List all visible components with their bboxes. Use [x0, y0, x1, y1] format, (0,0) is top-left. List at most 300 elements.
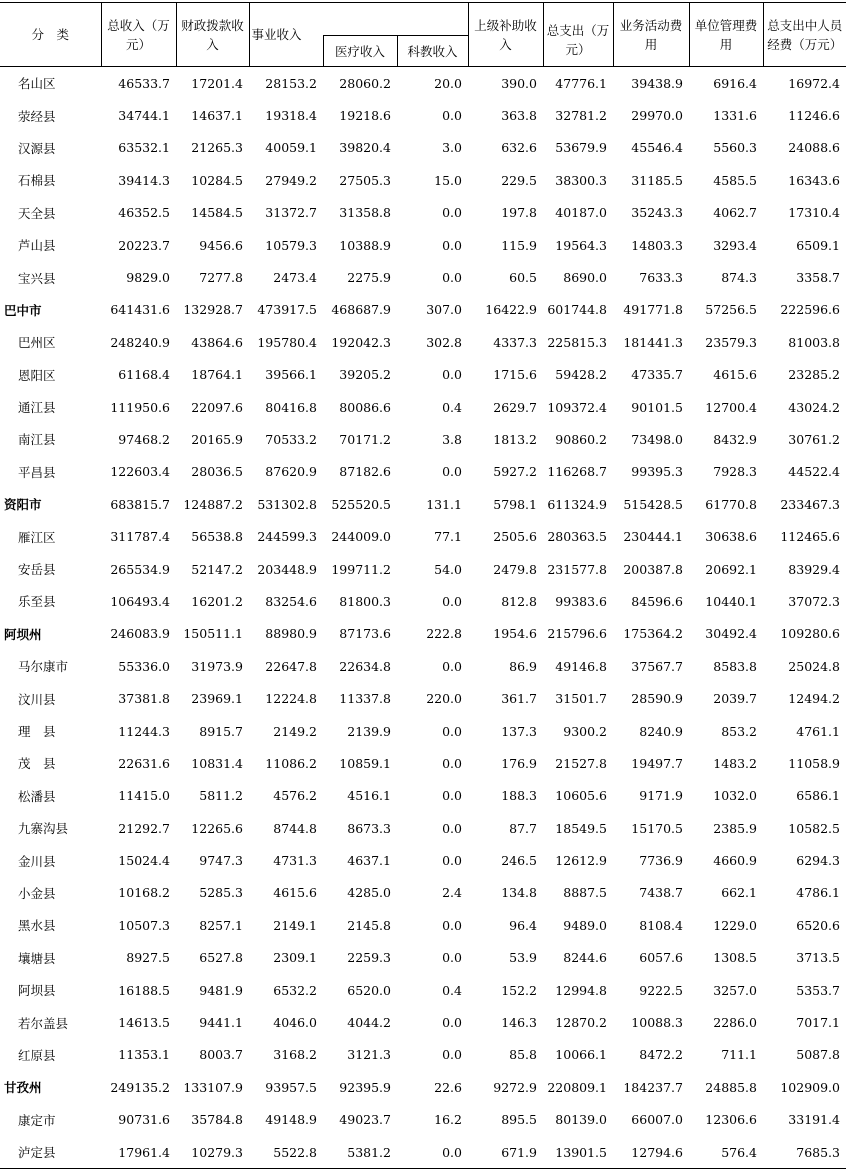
cell-value: 7685.3 [763, 1136, 846, 1169]
cell-value: 3293.4 [713, 237, 757, 253]
cell-value: 233467.3 [780, 496, 840, 512]
header-total-expense: 总支出（万元） [543, 3, 613, 67]
cell-value: 5811.2 [199, 788, 243, 804]
cell-value: 57256.5 [705, 302, 757, 318]
row-name: 通江县 [18, 400, 56, 416]
cell-value: 87.7 [509, 820, 537, 836]
cell-value: 531302.8 [257, 496, 317, 512]
header-fiscal: 财政拨款收入 [176, 3, 249, 67]
row-name: 红原县 [18, 1047, 56, 1063]
cell-value: 47335.7 [631, 367, 683, 383]
cell-value: 307.0 [426, 302, 462, 318]
cell-value: 10440.1 [705, 593, 757, 609]
cell-value: 12870.2 [555, 1015, 607, 1031]
cell-value: 222596.6 [780, 302, 840, 318]
cell-value: 16188.5 [118, 982, 170, 998]
row-name: 松潘县 [18, 788, 56, 804]
cell-value: 55336.0 [118, 658, 170, 674]
cell-value: 31501.7 [555, 691, 607, 707]
cell-value: 20.0 [434, 75, 462, 91]
table-row-city [0, 1071, 846, 1103]
cell-value: 80139.0 [555, 1112, 607, 1128]
cell-value: 19318.4 [265, 108, 317, 124]
cell-value: 87620.9 [265, 464, 317, 480]
cell-value: 2473.4 [273, 270, 317, 286]
cell-value: 8690.0 [563, 270, 607, 286]
cell-value: 18549.5 [555, 820, 607, 836]
cell-value: 231577.8 [547, 561, 607, 577]
table-row [0, 682, 846, 714]
cell-value: 5560.3 [713, 140, 757, 156]
table-row [0, 456, 846, 488]
table-row [0, 553, 846, 585]
row-name: 康定市 [18, 1112, 56, 1128]
cell-value: 184237.7 [623, 1079, 683, 1095]
cell-value: 9272.9 [493, 1079, 537, 1095]
cell-value: 19218.6 [339, 108, 391, 124]
cell-value: 33191.4 [788, 1112, 840, 1128]
table-row [0, 715, 846, 747]
cell-value: 19564.3 [555, 237, 607, 253]
cell-value: 92395.9 [339, 1079, 391, 1095]
cell-value: 0.0 [442, 723, 462, 739]
cell-value: 4660.9 [713, 853, 757, 869]
cell-value: 195780.4 [257, 334, 317, 350]
row-name: 巴州区 [18, 335, 56, 351]
cell-value: 192042.3 [331, 334, 391, 350]
cell-value: 22.6 [434, 1079, 462, 1095]
cell-value: 3713.5 [796, 950, 840, 966]
table-row [0, 520, 846, 552]
cell-value: 3.0 [442, 140, 462, 156]
cell-value: 2145.8 [347, 917, 391, 933]
cell-value: 8583.8 [713, 658, 757, 674]
cell-value: 6057.6 [639, 950, 683, 966]
cell-value: 109372.4 [547, 399, 607, 415]
cell-value: 49148.9 [265, 1112, 317, 1128]
cell-value: 2479.8 [493, 561, 537, 577]
cell-value: 5798.1 [493, 496, 537, 512]
row-name: 小金县 [18, 885, 56, 901]
cell-value: 17310.4 [788, 205, 840, 221]
cell-value: 22634.8 [339, 658, 391, 674]
cell-value: 8240.9 [639, 723, 683, 739]
cell-value: 225815.3 [547, 334, 607, 350]
cell-value: 473917.5 [257, 302, 317, 318]
row-name: 阿坝县 [18, 983, 56, 999]
cell-value: 3257.0 [713, 982, 757, 998]
cell-value: 122603.4 [110, 464, 170, 480]
row-name: 天全县 [18, 205, 56, 221]
cell-value: 9456.6 [199, 237, 243, 253]
cell-value: 3.8 [442, 431, 462, 447]
cell-value: 0.0 [397, 1136, 468, 1169]
cell-value: 90731.6 [118, 1112, 170, 1128]
row-name: 雁江区 [18, 529, 56, 545]
cell-value: 9171.9 [639, 788, 683, 804]
row-name: 平昌县 [18, 464, 56, 480]
cell-value: 0.0 [442, 755, 462, 771]
table-row [0, 877, 846, 909]
cell-value: 1954.6 [493, 626, 537, 642]
cell-value: 23579.3 [705, 334, 757, 350]
cell-value: 28590.9 [631, 691, 683, 707]
cell-value: 2275.9 [347, 270, 391, 286]
cell-value: 80086.6 [339, 399, 391, 415]
cell-value: 10859.1 [339, 755, 391, 771]
cell-value: 43864.6 [191, 334, 243, 350]
cell-value: 246083.9 [110, 626, 170, 642]
cell-value: 302.8 [426, 334, 462, 350]
cell-value: 23969.1 [191, 691, 243, 707]
table-row [0, 1104, 846, 1136]
cell-value: 38300.3 [555, 172, 607, 188]
cell-value: 0.0 [442, 237, 462, 253]
cell-value: 176.9 [501, 755, 537, 771]
table-row [0, 132, 846, 164]
cell-value: 8472.2 [639, 1047, 683, 1063]
cell-value: 197.8 [501, 205, 537, 221]
cell-value: 131.1 [426, 496, 462, 512]
row-name: 阿坝州 [4, 626, 42, 642]
cell-value: 25024.8 [788, 658, 840, 674]
cell-value: 39820.4 [339, 140, 391, 156]
cell-value: 22631.6 [118, 755, 170, 771]
cell-value: 683815.7 [110, 496, 170, 512]
cell-value: 19497.7 [631, 755, 683, 771]
cell-value: 11353.1 [118, 1047, 170, 1063]
cell-value: 10066.1 [555, 1047, 607, 1063]
cell-value: 9747.3 [199, 853, 243, 869]
cell-value: 0.0 [442, 1047, 462, 1063]
row-name: 石棉县 [18, 173, 56, 189]
cell-value: 525520.5 [331, 496, 391, 512]
cell-value: 11244.3 [118, 723, 170, 739]
cell-value: 181441.3 [623, 334, 683, 350]
cell-value: 7736.9 [639, 853, 683, 869]
cell-value: 229.5 [501, 172, 537, 188]
cell-value: 81800.3 [339, 593, 391, 609]
cell-value: 2149.1 [273, 917, 317, 933]
cell-value: 1813.2 [493, 431, 537, 447]
cell-value: 2385.9 [713, 820, 757, 836]
cell-value: 188.3 [501, 788, 537, 804]
cell-value: 215796.6 [547, 626, 607, 642]
cell-value: 61770.8 [705, 496, 757, 512]
cell-value: 0.0 [442, 917, 462, 933]
cell-value: 244009.0 [331, 529, 391, 545]
table-row [0, 942, 846, 974]
cell-value: 0.0 [442, 270, 462, 286]
cell-value: 874.3 [721, 270, 757, 286]
cell-value: 4576.2 [273, 788, 317, 804]
cell-value: 20223.7 [118, 237, 170, 253]
cell-value: 44522.4 [788, 464, 840, 480]
cell-value: 12224.8 [265, 691, 317, 707]
cell-value: 22647.8 [265, 658, 317, 674]
cell-value: 16.2 [434, 1112, 462, 1128]
cell-value: 0.0 [442, 367, 462, 383]
cell-value: 8003.7 [199, 1047, 243, 1063]
cell-value: 249135.2 [110, 1079, 170, 1095]
cell-value: 6509.1 [796, 237, 840, 253]
cell-value: 10579.3 [265, 237, 317, 253]
cell-value: 52147.2 [191, 561, 243, 577]
table-row [0, 974, 846, 1006]
cell-value: 53679.9 [555, 140, 607, 156]
cell-value: 641431.6 [110, 302, 170, 318]
cell-value: 8927.5 [126, 950, 170, 966]
cell-value: 199711.2 [331, 561, 391, 577]
cell-value: 46533.7 [118, 75, 170, 91]
cell-value: 106493.4 [110, 593, 170, 609]
cell-value: 2149.2 [273, 723, 317, 739]
table-body [0, 67, 846, 1169]
cell-value: 34744.1 [118, 108, 170, 124]
cell-value: 0.0 [442, 108, 462, 124]
cell-value: 4062.7 [713, 205, 757, 221]
cell-value: 10831.4 [191, 755, 243, 771]
cell-value: 220.0 [426, 691, 462, 707]
cell-value: 90101.5 [631, 399, 683, 415]
cell-value: 111950.6 [110, 399, 170, 415]
cell-value: 5381.2 [323, 1136, 397, 1169]
cell-value: 390.0 [501, 75, 537, 91]
cell-value: 3358.7 [796, 270, 840, 286]
row-name: 泸定县 [0, 1136, 101, 1169]
cell-value: 133107.9 [183, 1079, 243, 1095]
cell-value: 1229.0 [713, 917, 757, 933]
cell-value: 222.8 [426, 626, 462, 642]
cell-value: 21265.3 [191, 140, 243, 156]
cell-value: 515428.5 [623, 496, 683, 512]
cell-value: 21527.8 [555, 755, 607, 771]
cell-value: 8915.7 [199, 723, 243, 739]
cell-value: 4285.0 [347, 885, 391, 901]
cell-value: 132928.7 [183, 302, 243, 318]
table-row [0, 423, 846, 455]
cell-value: 12794.6 [613, 1136, 689, 1169]
cell-value: 5522.8 [249, 1136, 323, 1169]
cell-value: 11086.2 [265, 755, 317, 771]
cell-value: 37381.8 [118, 691, 170, 707]
row-name: 若尔盖县 [18, 1015, 69, 1031]
cell-value: 12265.6 [191, 820, 243, 836]
cell-value: 15170.5 [631, 820, 683, 836]
header-total-income: 总收入（万元） [101, 3, 176, 67]
table-row [0, 585, 846, 617]
row-name: 资阳市 [4, 497, 42, 513]
cell-value: 85.8 [509, 1047, 537, 1063]
cell-value: 11246.6 [788, 108, 840, 124]
cell-value: 0.0 [442, 950, 462, 966]
cell-value: 40187.0 [555, 205, 607, 221]
cell-value: 4786.1 [796, 885, 840, 901]
cell-value: 601744.8 [547, 302, 607, 318]
cell-value: 35784.8 [191, 1112, 243, 1128]
cell-value: 15024.4 [118, 853, 170, 869]
cell-value: 99395.3 [631, 464, 683, 480]
cell-value: 59428.2 [555, 367, 607, 383]
cell-value: 88980.9 [265, 626, 317, 642]
cell-value: 146.3 [501, 1015, 537, 1031]
cell-value: 37567.7 [631, 658, 683, 674]
cell-value: 14803.3 [631, 237, 683, 253]
cell-value: 87182.6 [339, 464, 391, 480]
cell-value: 10582.5 [788, 820, 840, 836]
cell-value: 7928.3 [713, 464, 757, 480]
cell-value: 311787.4 [110, 529, 170, 545]
row-name: 恩阳区 [18, 367, 56, 383]
row-name: 荥经县 [18, 108, 56, 124]
cell-value: 124887.2 [183, 496, 243, 512]
cell-value: 70533.2 [265, 431, 317, 447]
cell-value: 3168.2 [273, 1047, 317, 1063]
header-medical: 医疗收入 [323, 36, 397, 67]
cell-value: 9222.5 [639, 982, 683, 998]
cell-value: 10279.3 [176, 1136, 249, 1169]
cell-value: 83929.4 [788, 561, 840, 577]
cell-value: 152.2 [501, 982, 537, 998]
cell-value: 576.4 [689, 1136, 763, 1169]
row-name: 芦山县 [18, 238, 56, 254]
row-name: 巴中市 [4, 302, 42, 318]
cell-value: 0.0 [442, 593, 462, 609]
cell-value: 2259.3 [347, 950, 391, 966]
cell-value: 9441.1 [199, 1015, 243, 1031]
cell-value: 31358.8 [339, 205, 391, 221]
cell-value: 20165.9 [191, 431, 243, 447]
cell-value: 99383.6 [555, 593, 607, 609]
cell-value: 361.7 [501, 691, 537, 707]
header-category: 分 类 [0, 3, 101, 67]
cell-value: 31372.7 [265, 205, 317, 221]
cell-value: 0.0 [442, 820, 462, 836]
row-name: 九寨沟县 [18, 821, 69, 837]
cell-value: 84596.6 [631, 593, 683, 609]
cell-value: 14637.1 [191, 108, 243, 124]
table-row-city [0, 294, 846, 326]
row-name: 马尔康市 [18, 659, 69, 675]
row-name: 名山区 [18, 76, 56, 92]
table-row [0, 650, 846, 682]
cell-value: 10284.5 [191, 172, 243, 188]
table-row [0, 812, 846, 844]
cell-value: 10507.3 [118, 917, 170, 933]
table-row [0, 391, 846, 423]
cell-value: 70171.2 [339, 431, 391, 447]
cell-value: 13901.5 [543, 1136, 613, 1169]
cell-value: 4585.5 [713, 172, 757, 188]
cell-value: 32781.2 [555, 108, 607, 124]
cell-value: 7438.7 [639, 885, 683, 901]
cell-value: 4337.3 [493, 334, 537, 350]
cell-value: 12494.2 [788, 691, 840, 707]
cell-value: 12700.4 [705, 399, 757, 415]
cell-value: 31973.9 [191, 658, 243, 674]
cell-value: 280363.5 [547, 529, 607, 545]
cell-value: 17961.4 [101, 1136, 176, 1169]
cell-value: 28153.2 [265, 75, 317, 91]
row-name: 乐至县 [18, 594, 56, 610]
header-superior: 上级补助收入 [468, 3, 543, 67]
header-spacer [323, 3, 468, 36]
header-staff: 总支出中人员经费（万元） [763, 3, 846, 67]
header-unit-mgmt: 单位管理费用 [689, 3, 763, 67]
cell-value: 4516.1 [347, 788, 391, 804]
cell-value: 6527.8 [199, 950, 243, 966]
table-row [0, 1006, 846, 1038]
cell-value: 5353.7 [796, 982, 840, 998]
cell-value: 2039.7 [713, 691, 757, 707]
cell-value: 28060.2 [339, 75, 391, 91]
cell-value: 40059.1 [265, 140, 317, 156]
cell-value: 30638.6 [705, 529, 757, 545]
cell-value: 11415.0 [118, 788, 170, 804]
cell-value: 853.2 [721, 723, 757, 739]
cell-value: 0.0 [442, 1015, 462, 1031]
cell-value: 90860.2 [555, 431, 607, 447]
cell-value: 9481.9 [199, 982, 243, 998]
cell-value: 30761.2 [788, 431, 840, 447]
cell-value: 363.8 [501, 108, 537, 124]
cell-value: 77.1 [434, 529, 462, 545]
cell-value: 21292.7 [118, 820, 170, 836]
table-row [0, 1039, 846, 1071]
cell-value: 43024.2 [788, 399, 840, 415]
table-row [0, 844, 846, 876]
cell-value: 23285.2 [788, 367, 840, 383]
table-row [0, 261, 846, 293]
cell-value: 49023.7 [339, 1112, 391, 1128]
cell-value: 5285.3 [199, 885, 243, 901]
cell-value: 175364.2 [623, 626, 683, 642]
cell-value: 6520.0 [347, 982, 391, 998]
cell-value: 8887.5 [563, 885, 607, 901]
cell-value: 137.3 [501, 723, 537, 739]
row-name: 南江县 [18, 432, 56, 448]
cell-value: 134.8 [501, 885, 537, 901]
cell-value: 56538.8 [191, 529, 243, 545]
cell-value: 46352.5 [118, 205, 170, 221]
table-row [0, 197, 846, 229]
cell-value: 12994.8 [555, 982, 607, 998]
table-row-city [0, 618, 846, 650]
cell-value: 248240.9 [110, 334, 170, 350]
table-row [0, 326, 846, 358]
cell-value: 80416.8 [265, 399, 317, 415]
cell-value: 97468.2 [118, 431, 170, 447]
cell-value: 24088.6 [788, 140, 840, 156]
cell-value: 8257.1 [199, 917, 243, 933]
cell-value: 66007.0 [631, 1112, 683, 1128]
cell-value: 47776.1 [555, 75, 607, 91]
table-header [0, 3, 846, 67]
row-name: 甘孜州 [4, 1080, 42, 1096]
cell-value: 9300.2 [563, 723, 607, 739]
cell-value: 6916.4 [713, 75, 757, 91]
cell-value: 81003.8 [788, 334, 840, 350]
table-row [0, 99, 846, 131]
row-name: 宝兴县 [18, 270, 56, 286]
cell-value: 7277.8 [199, 270, 243, 286]
cell-value: 2139.9 [347, 723, 391, 739]
cell-value: 0.0 [442, 788, 462, 804]
cell-value: 662.1 [721, 885, 757, 901]
cell-value: 1483.2 [713, 755, 757, 771]
cell-value: 2286.0 [713, 1015, 757, 1031]
cell-value: 16972.4 [788, 75, 840, 91]
